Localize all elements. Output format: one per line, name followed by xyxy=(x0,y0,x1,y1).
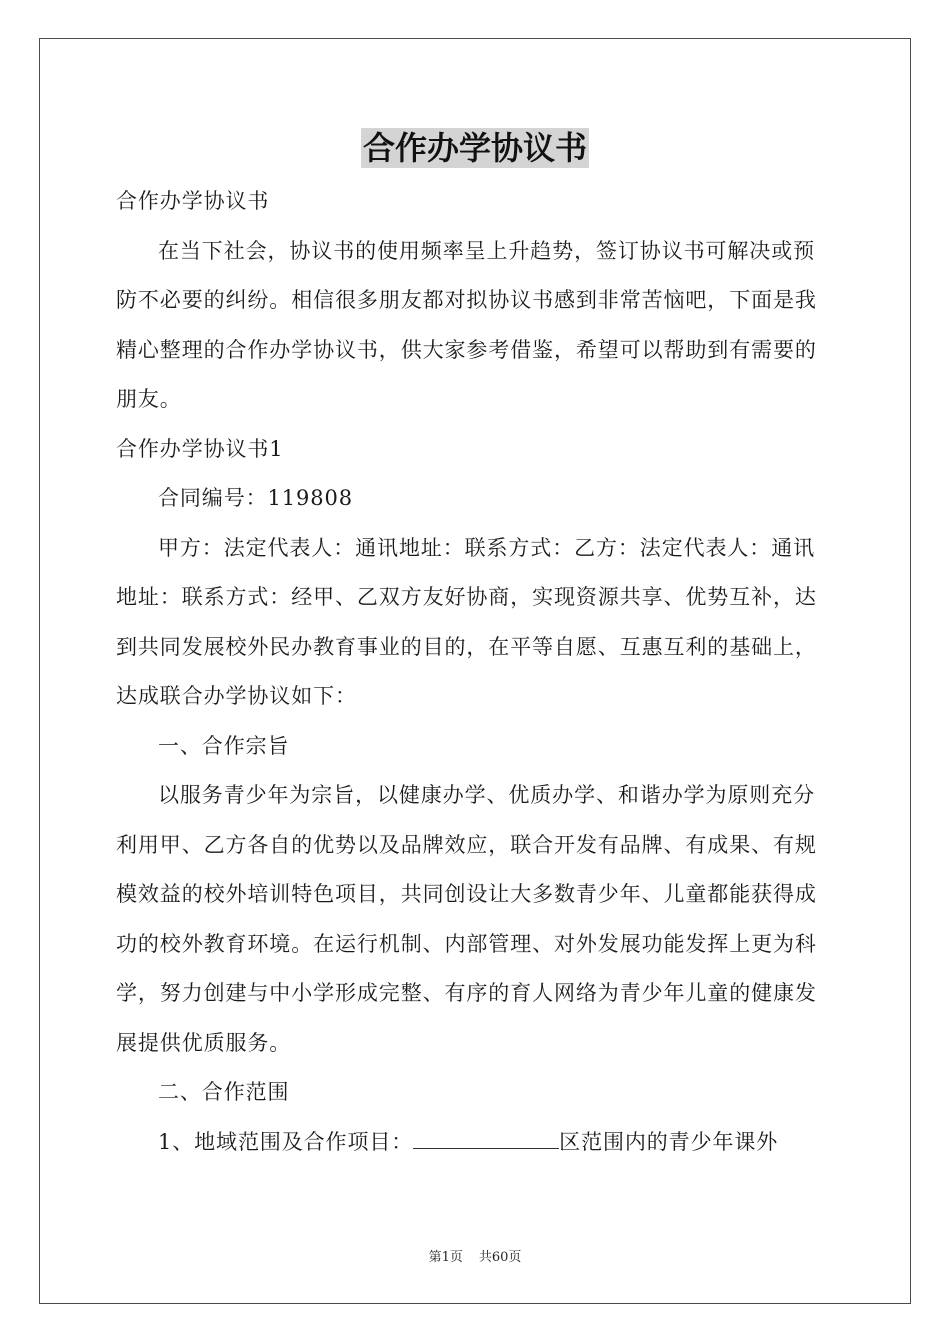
paragraph-section-heading: 合作办学协议书1 xyxy=(116,436,284,461)
page-total: 共60页 xyxy=(478,1250,522,1265)
document-title xyxy=(0,128,950,168)
paragraph-parties: 甲方：法定代表人：通讯地址：联系方式：乙方：法定代表人：通讯地址：联系方式：经甲、乙双方友好协商，实现资源共享、优势互补，达到共同发展校外民办教育事业的目的，在平等自愿、互惠互利的基础上，达成联合办学协议如下： xyxy=(116,535,817,708)
paragraph-heading-purpose: 一、合作宗旨 xyxy=(158,733,290,758)
page-number: 第1页 xyxy=(428,1250,463,1265)
scope-item-1-tail: 区范围内的青少年课外 xyxy=(559,1129,779,1154)
scope-item-1-lead: 1、地域范围及合作项目： xyxy=(158,1129,414,1154)
document-title-text: 合作办学协议书 xyxy=(362,129,587,167)
fill-in-blank xyxy=(413,1130,559,1149)
paragraph-scope-item-1 xyxy=(116,1118,836,1168)
paragraph-intro: 在当下社会，协议书的使用频率呈上升趋势，签订协议书可解决或预防不必要的纠纷。相信很多朋友都对拟协议书感到非常苦恼吧，下面是我精心整理的合作办学协议书，供大家参考借鉴，希望可以帮助到有需要的朋友。 xyxy=(116,238,817,411)
paragraph-subtitle: 合作办学协议书 xyxy=(116,189,270,213)
paragraph-heading-scope: 二、合作范围 xyxy=(158,1080,290,1104)
page-footer xyxy=(0,1246,950,1265)
document-body xyxy=(116,177,836,1167)
paragraph-purpose: 以服务青少年为宗旨，以健康办学、优质办学、和谐办学为原则充分利用甲、乙方各自的优势以及品牌效应，联合开发有品牌、有成果、有规模效益的校外培训特色项目，共同创设让大多数青少年、儿童都能获得成功的校外教育环境。在运行机制、内部管理、对外发展功能发挥上更为科学，努力创建与中小学形成完整、有序的育人网络为青少年儿童的健康发展提供优质服务。 xyxy=(116,783,817,1055)
paragraph-contract-number: 合同编号：119808 xyxy=(158,486,354,510)
